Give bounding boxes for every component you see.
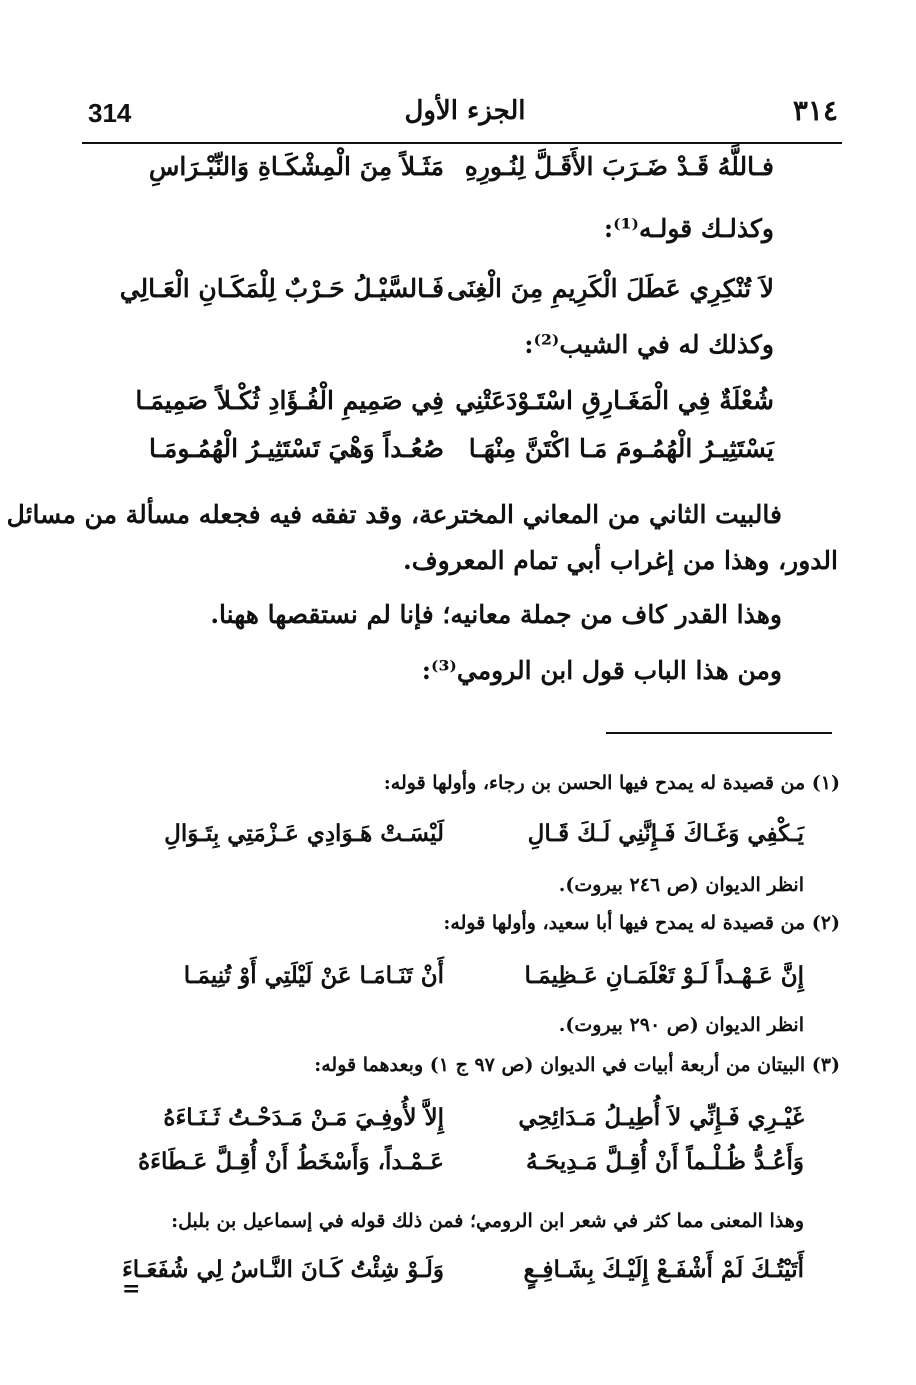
footnote-separator xyxy=(606,732,832,734)
page-number-arabic: ٣١٤ xyxy=(792,94,838,127)
footnote-2-verse-second: أَنْ تَنَـامَـا عَنْ لَيْلَتِي أَوْ تُنِيمَـا xyxy=(183,962,444,989)
footnote-3-verse-2-first: وَأَعُـدُّ ظُـلْـماً أَنْ أُقِـلَّ مَـدِيحَـهُ xyxy=(525,1148,804,1175)
footnote-3-continuation: وهذا المعنى مما كثر في شعر ابن الرومي؛ فمن ذلك قوله في إسماعيل بن بلبل: xyxy=(171,1210,804,1232)
verse-1-second-hemistich: مَثَـلاً مِنَ الْمِشْكَـاةِ وَالنِّبْـرَاسِ xyxy=(148,152,444,181)
footnote-3-verse-3-second: وَلَـوْ شِئْتُ كَـانَ النَّـاسُ لِي شُفَعَـاءَ xyxy=(121,1256,444,1283)
verse-3-first-hemistich: شُعْلَةٌ فِي الْمَغَـارِقِ اسْتَـوْدَعَتْنِي xyxy=(455,386,774,415)
footnote-2-text: (٢) من قصيدة له يمدح فيها أبا سعيد، وأولها قوله: xyxy=(443,912,840,934)
footnote-1-verse-second: لَيْسَـتْ هَـوَادِي عَـزْمَتِي بِتَـوَالِ xyxy=(164,820,444,847)
header-rule xyxy=(82,142,842,144)
footnote-3-verse-2-second: عَـمْـداً، وَأَسْخَطُ أَنْ أُقِـلَّ عَـطَاءَهُ xyxy=(138,1148,444,1175)
footnote-1-text: (١) من قصيدة له يمدح فيها الحسن بن رجاء، وأولها قوله: xyxy=(383,772,840,794)
verse-2-first-hemistich: لاَ تُنْكِرِي عَطَلَ الْكَرِيمِ مِنَ الْغِنَى xyxy=(447,274,774,303)
verse-1-first-hemistich: فـاللَّهُ قَـدْ ضَـرَبَ الأَقَـلَّ لِنُـورِهِ xyxy=(464,152,774,181)
footnote-3-verse-1-second: إِلاَّ لأُوفِـيَ مَـنْ مَـدَحْـتُ ثَـنَـاءَهُ xyxy=(163,1104,444,1131)
page-number-latin: 314 xyxy=(88,98,132,128)
paragraph-1-line-2: الدور، وهذا من إغراب أبي تمام المعروف. xyxy=(403,546,838,575)
paragraph-1-line-1: فالبيت الثاني من المعاني المخترعة، وقد تفقه فيه فجعله مسألة من مسائل xyxy=(6,500,782,529)
running-title: الجزء الأول xyxy=(404,96,526,126)
intro-line-1: وكذلـك قولـه⁽¹⁾: xyxy=(603,214,774,243)
continuation-mark: = xyxy=(122,1276,141,1302)
footnote-3-verse-1-first: غَيْـرِي فَـإِنِّي لاَ أُطِيـلُ مَـدَائِحِي xyxy=(518,1104,804,1131)
verse-4-first-hemistich: يَسْتَثِيـرُ الْهُمُـومَ مَـا اكْتَنَّ مِنْهَـا xyxy=(468,434,774,463)
verse-3-second-hemistich: فِي صَمِيمِ الْفُـؤَادِ ثُكْـلاً صَمِيمَـا xyxy=(135,386,444,415)
intro-line-2: وكذلك له في الشيب⁽²⁾: xyxy=(524,330,774,359)
footnote-3-verse-3-first: أَتَيْتُـكَ لَمْ أَشْفَـعْ إِلَيْـكَ بِشَـافِـعٍ xyxy=(523,1256,804,1283)
footnote-1-reference: انظر الديوان (ص ٢٤٦ بيروت). xyxy=(558,874,804,896)
verse-2-second-hemistich: فَـالسَّيْـلُ حَـرْبٌ لِلْمَكَـانِ الْعَـالِي xyxy=(119,274,444,303)
footnote-2-reference: انظر الديوان (ص ٢٩٠ بيروت). xyxy=(558,1014,804,1036)
footnote-3-text: (٣) البيتان من أربعة أبيات في الديوان (ص ٩٧ ج ١) وبعدهما قوله: xyxy=(314,1054,840,1076)
verse-4-second-hemistich: صُعُـداً وَهْيَ تَسْتَثِيـرُ الْهُمُـومَـا xyxy=(148,434,444,463)
footnote-1-verse-first: يَـكْفِي وَغَـاكَ فَـإِنَّنِي لَـكَ قَـالِ xyxy=(527,820,804,847)
footnote-2-verse-first: إِنَّ عَـهْـداً لَـوْ تَعْلَمَـانِ عَـظِيمَـا xyxy=(524,962,804,989)
paragraph-3: ومن هذا الباب قول ابن الرومي⁽³⁾: xyxy=(421,656,782,685)
paragraph-2: وهذا القدر كاف من جملة معانيه؛ فإنا لم نستقصها ههنا. xyxy=(210,600,782,629)
